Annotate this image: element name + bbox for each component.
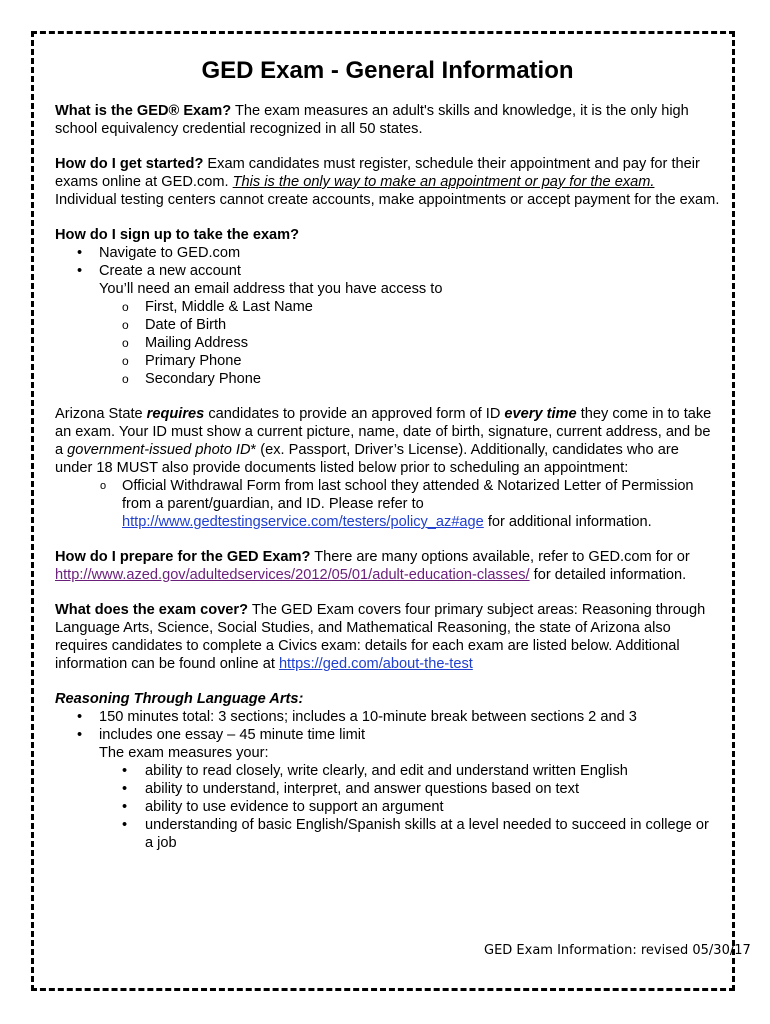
arizona-paragraph (55, 405, 720, 477)
sign-up-steps (55, 244, 720, 388)
arizona-text: Arizona State (55, 406, 147, 422)
list-item: o First, Middle & Last Name (55, 298, 720, 316)
what-is-answer: The exam measures an adult's skills and knowledge, it is the only high school equivalency credential recognized in all 50 states. (55, 103, 689, 137)
rla-list (55, 708, 720, 852)
list-item: • Create a new account (55, 262, 720, 280)
cover-question: What does the exam cover? (55, 602, 249, 618)
document-body (55, 55, 720, 852)
what-is-paragraph (55, 102, 720, 138)
get-started-emphasis: This is the only way to make an appointment or pay for the exam. (232, 174, 655, 190)
list-item: o Mailing Address (55, 334, 720, 352)
arizona-text: candidates to provide an approved form of ID (204, 406, 505, 422)
get-started-question: How do I get started? (55, 156, 204, 172)
arizona-text: they come in to take an exam. Your ID must show a current picture, name, date of birth, signature, current address, and be a (55, 406, 712, 458)
cover-paragraph (55, 601, 720, 673)
list-item: • understanding of basic English/Spanish skills at a level needed to succeed in college or a job (55, 816, 720, 852)
prepare-text: There are many options available, refer to GED.com for or (310, 549, 690, 565)
list-item: • ability to use evidence to support an argument (55, 798, 720, 816)
list-item: o Date of Birth (55, 316, 720, 334)
list-item (55, 477, 720, 531)
list-item: o Primary Phone (55, 352, 720, 370)
get-started-text-2: Individual testing centers cannot create accounts, make appointments or accept payment for the exam. (55, 192, 720, 208)
list-item: • ability to understand, interpret, and answer questions based on text (55, 780, 720, 798)
measures-label: The exam measures your: (99, 745, 269, 761)
prepare-text-end: for detailed information. (529, 567, 687, 583)
arizona-text: * (ex. Passport, Driver’s License). Additionally, candidates who are under 18 MUST also provide documents listed below prior to scheduling an appointment: (55, 442, 679, 476)
prepare-paragraph (55, 548, 720, 584)
gov-id-emphasis: government-issued photo ID (67, 442, 251, 458)
get-started-paragraph (55, 155, 720, 209)
page-title: GED Exam - General Information (201, 57, 574, 84)
sign-up-question-text: How do I sign up to take the exam? (55, 227, 300, 243)
sublist-text: Official Withdrawal Form from last school they attended & Notarized Letter of Permission from a parent/guardian, and ID. Please refer to (122, 478, 694, 512)
azed-link[interactable]: http://www.azed.gov/adultedservices/2012/05/01/adult-education-classes/ (55, 567, 530, 583)
list-item: • 150 minutes total: 3 sections; includes a 10-minute break between sections 2 and 3 (55, 708, 720, 726)
list-item: • ability to read closely, write clearly, and edit and understand written English (55, 762, 720, 780)
every-time-emphasis: every time (504, 406, 577, 422)
list-item: • includes one essay – 45 minute time limit (55, 726, 720, 744)
cover-text: The GED Exam covers four primary subject areas: Reasoning through Language Arts, Science, Social Studies, and Mathematical Reasoning, the state of Arizona also requires candidates to complete a Civics exam: details for each exam are listed below. Additional information can be found online at (55, 602, 706, 672)
sublist-text-end: for additional information. (483, 514, 652, 530)
list-note: You’ll need an email address that you have access to (99, 281, 443, 297)
requires-emphasis: requires (146, 406, 205, 422)
sign-up-question (55, 226, 720, 244)
get-started-text: Exam candidates must register, schedule their appointment and pay for their exams online at GED.com. (55, 156, 700, 190)
footer-revision: GED Exam Information: revised 05/30/17 (484, 943, 751, 958)
rla-title: Reasoning Through Language Arts: (55, 691, 304, 707)
about-test-link[interactable]: https://ged.com/about-the-test (278, 656, 473, 672)
what-is-question: What is the GED® Exam? (55, 103, 232, 119)
arizona-sublist (55, 477, 720, 531)
prepare-question: How do I prepare for the GED Exam? (55, 549, 311, 565)
policy-link[interactable]: http://www.gedtestingservice.com/testers/policy_az#age (122, 514, 484, 530)
list-item: • Navigate to GED.com (55, 244, 720, 262)
list-item: o Secondary Phone (55, 370, 720, 388)
